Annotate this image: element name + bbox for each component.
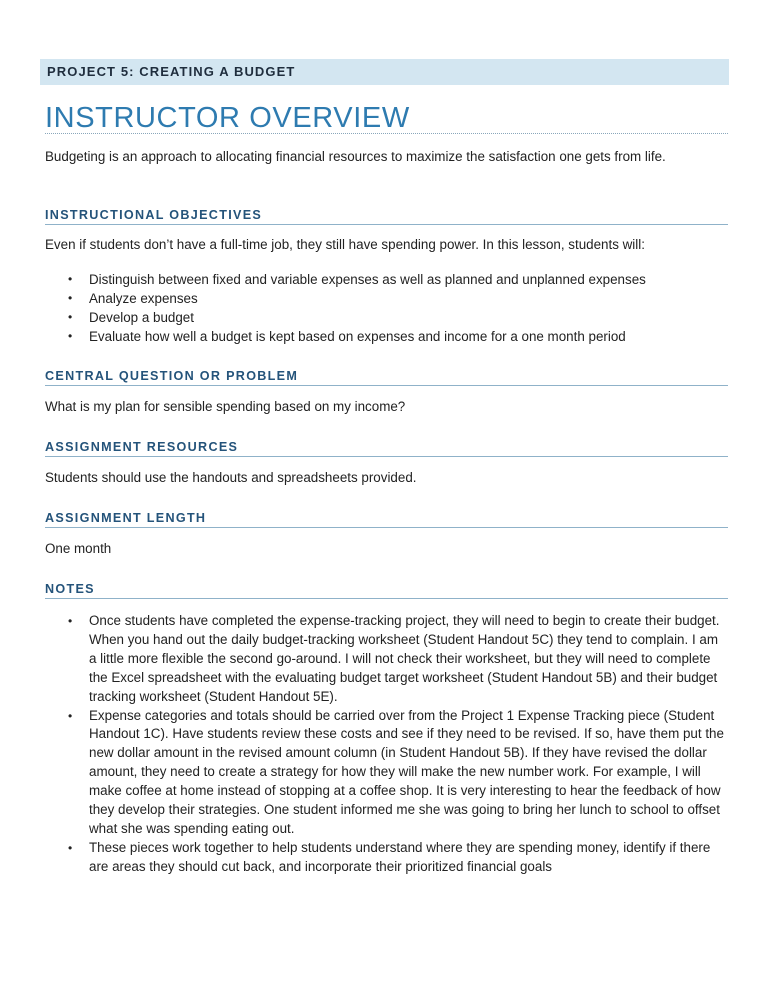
notes-heading: NOTES [45,580,728,599]
resources-text: Students should use the handouts and spreadsheets provided. [45,470,417,485]
central-question-text: What is my plan for sensible spending based on my income? [45,399,406,414]
project-banner: PROJECT 5: CREATING A BUDGET [40,59,729,85]
intro-paragraph: Budgeting is an approach to allocating financial resources to maximize the satisfaction one gets from life. [45,149,666,164]
bullet-icon: • [68,310,73,324]
length-text: One month [45,541,112,556]
list-item: • Evaluate how well a budget is kept based on expenses and income for a one month period [68,329,626,344]
bullet-icon: • [68,291,73,305]
bullet-icon: • [68,329,73,343]
list-item: • Develop a budget [68,310,194,325]
objectives-lead: Even if students don’t have a full-time job, they still have spending power. In this lesson, students will: [45,237,645,252]
bullet-icon: • [68,272,73,286]
length-heading: ASSIGNMENT LENGTH [45,509,728,528]
title-divider [45,133,728,134]
list-item: • Distinguish between fixed and variable expenses as well as planned and unplanned expenses [68,272,646,287]
page-title: INSTRUCTOR OVERVIEW [45,102,410,134]
bullet-icon: • [68,708,73,723]
list-item: • Once students have completed the expense-tracking project, they will need to begin to create their budget. When you hand out the daily budget-tracking worksheet (Student Handout 5C) they tend to complain. I am a little more flexible the second go-around. I will not check their worksheet, but they will need to complete the Excel spreadsheet with the evaluating budget target worksheet (Student Handout 5B) and their budget tracking worksheet (Student Handout 5E). [68,613,720,704]
central-question-heading: CENTRAL QUESTION OR PROBLEM [45,367,728,386]
bullet-icon: • [68,840,73,855]
list-item: • These pieces work together to help students understand where they are spending money, identify if there are areas they should cut back, and incorporate their prioritized financial goals [68,839,711,874]
objectives-heading: INSTRUCTIONAL OBJECTIVES [45,206,728,225]
resources-heading: ASSIGNMENT RESOURCES [45,438,728,457]
objectives-list [45,270,729,346]
list-item: • Expense categories and totals should be carried over from the Project 1 Expense Tracking piece (Student Handout 1C). Have students review these costs and see if they need to be revised. If so, have them put the new dollar amount in the revised amount column (in Student Handout 5B). If they have revised the dollar amount, they need to create a strategy for how they will make the new number work. For example, I will make coffee at home instead of stopping at a coffee shop. It is very interesting to hear the feedback of how they develop their strategies. One student informed me she was going to bring her lunch to school to offset what she was spending eating out. [68,707,724,836]
bullet-icon: • [68,614,73,628]
notes-list [45,612,729,877]
list-item: • Analyze expenses [68,291,198,306]
